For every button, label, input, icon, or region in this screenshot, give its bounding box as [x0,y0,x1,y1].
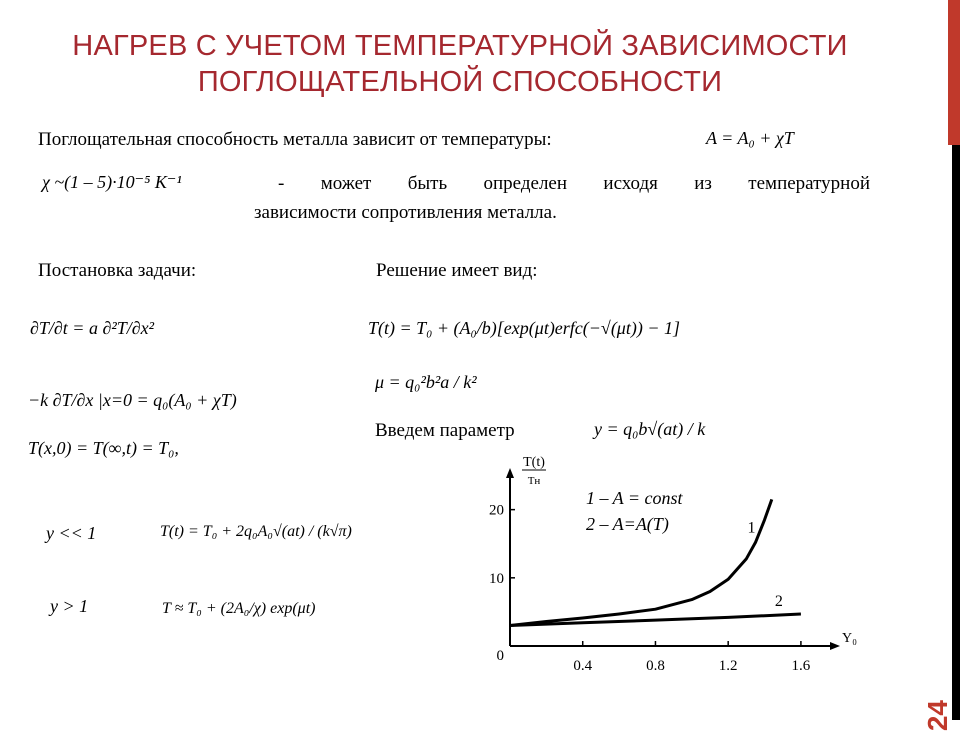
slide-title: НАГРЕВ С УЧЕТОМ ТЕМПЕРАТУРНОЙ ЗАВИСИМОСТИ ПОГЛОЩАТЕЛЬНОЙ СПОСОБНОСТИ [72,30,848,98]
y-tick-label: 0 [496,648,504,664]
initial-condition: T(x,0) = T(∞,t) = T₀, [28,438,179,458]
heat-equation: ∂T/∂t = a ∂²T/∂x² [30,318,155,338]
case2-equation: T ≈ T₀ + (2A₀/χ) exp(μt) [162,600,316,617]
chi-range: χ ~(1 – 5)·10⁻⁵ K⁻¹ [42,172,182,192]
y-axis-arrow [506,468,514,478]
y-definition: y = q₀b√(at) / k [594,419,706,439]
x-tick-label: 0.8 [646,658,665,674]
y-tick-label: 10 [489,570,504,587]
formula-absorptivity: A = A₀ + χT [706,128,794,148]
x-tick-label: 1.2 [718,658,738,674]
case1-condition: y << 1 [46,523,97,543]
solution-label: Решение имеет вид: [376,260,538,281]
x-tick-label: 1.6 [791,658,811,674]
chi-note-line2: зависимости сопротивления металла. [254,202,557,223]
y-tick-label: 20 [489,502,504,519]
y-axis-label-top: T(t) [523,455,545,470]
heating-chart [460,455,880,694]
problem-label: Постановка задачи: [38,260,197,281]
accent-band-top [948,0,960,145]
series-label-1: 1 [747,519,756,537]
series-label-2: 2 [774,592,783,610]
legend-entry: 1 – A = const [586,488,683,508]
mu-definition: μ = q₀²b²a / k² [375,372,477,392]
chi-note-line1: - может быть определен исходя из температурной [278,173,870,194]
legend-entry: 2 – A=A(T) [586,514,669,534]
case1-equation: T(t) = T₀ + 2q₀A₀√(at) / (k√π) [160,523,352,540]
y-axis-label-bottom: Tн [527,475,541,487]
param-label: Введем параметр [375,420,515,441]
case2-condition: y > 1 [50,596,89,616]
intro-text: Поглощательная способность металла зависит от температуры: [38,129,552,150]
x-axis-arrow [830,642,840,650]
boundary-condition: −k ∂T/∂x |x=0 = q₀(A₀ + χT) [28,390,237,410]
accent-band-side [952,145,960,720]
page-number: 24 [922,700,953,731]
x-axis-label: Y₀ [842,631,857,646]
solution-equation: T(t) = T₀ + (A₀/b)[exp(μt)erfc(−√(μt)) − 1] [368,318,680,338]
x-tick-label: 0.4 [573,658,593,674]
